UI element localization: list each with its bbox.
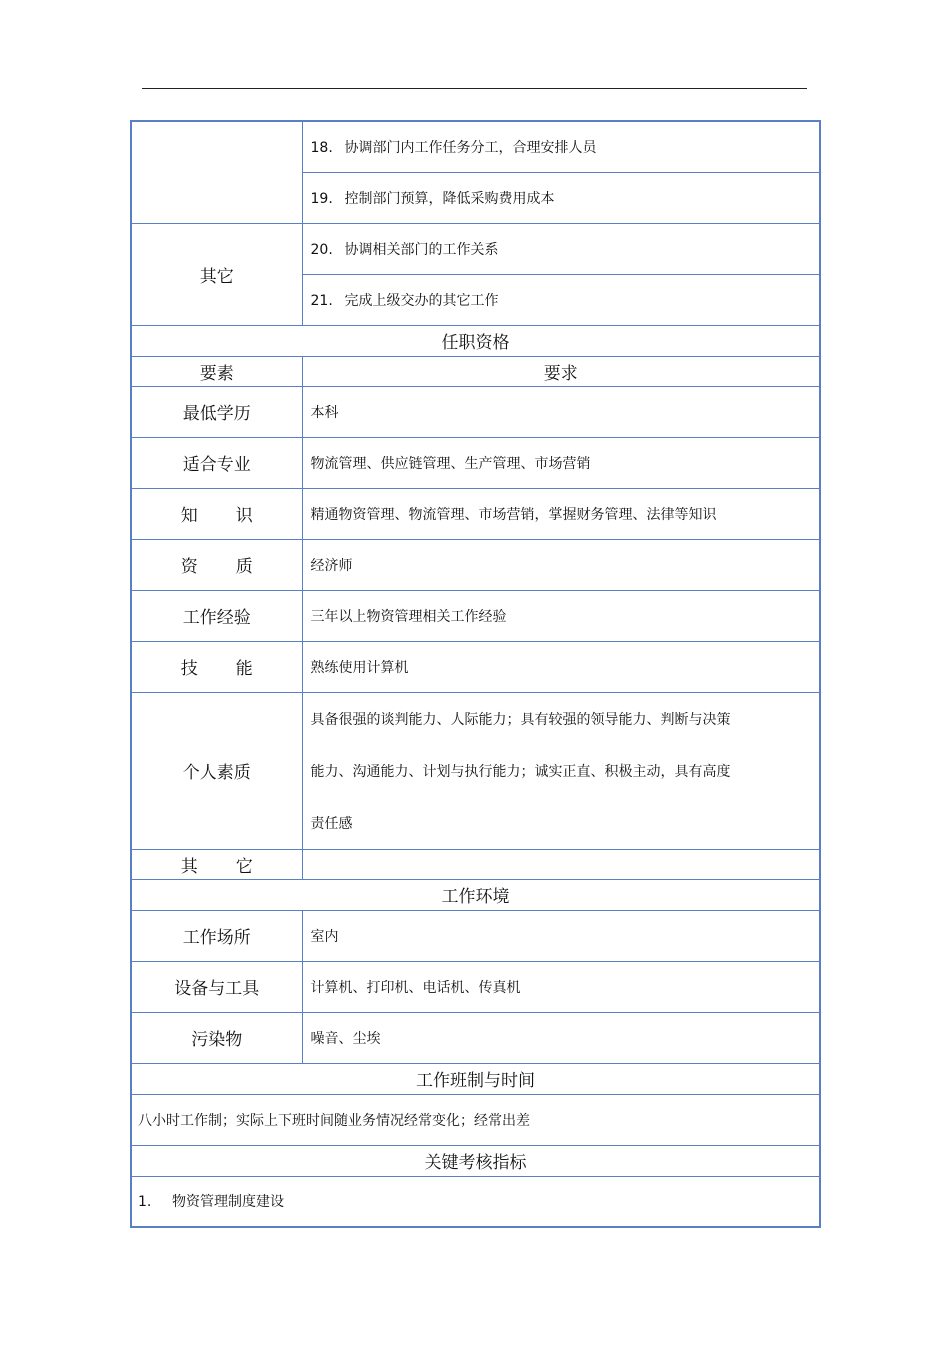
section-title-environment: 工作环境 <box>131 879 820 910</box>
row-certificate <box>131 539 820 590</box>
row-equipment <box>131 961 820 1012</box>
row-work-place <box>131 910 820 961</box>
value-personal-qualities <box>302 692 820 849</box>
label-skills: 技 能 <box>131 641 302 692</box>
value-major: 物流管理、供应链管理、生产管理、市场营销 <box>302 437 820 488</box>
value-work-place: 室内 <box>302 910 820 961</box>
label-min-education: 最低学历 <box>131 386 302 437</box>
row-skills <box>131 641 820 692</box>
personal-line-1: 具备很强的谈判能力、人际能力；具有较强的领导能力、判断与决策 <box>310 711 731 728</box>
duty-text: 完成上级交办的其它工作 <box>344 292 499 309</box>
label-equipment: 设备与工具 <box>131 961 302 1012</box>
value-certificate: 经济师 <box>302 539 820 590</box>
personal-line-3: 责任感 <box>310 815 353 832</box>
row-pollutants <box>131 1012 820 1063</box>
duty-text: 协调部门内工作任务分工，合理安排人员 <box>344 139 597 156</box>
duty-label-empty <box>131 121 302 223</box>
section-title-kpi: 关键考核指标 <box>131 1145 820 1176</box>
duty-text: 控制部门预算，降低采购费用成本 <box>344 190 555 207</box>
duty-number: 21. <box>310 292 333 309</box>
header-rule <box>142 88 807 89</box>
column-header-requirement: 要求 <box>302 356 820 386</box>
label-work-place: 工作场所 <box>131 910 302 961</box>
kpi-text: 物资管理制度建设 <box>172 1194 284 1211</box>
value-skills: 熟练使用计算机 <box>302 641 820 692</box>
schedule-text: 八小时工作制；实际上下班时间随业务情况经常变化；经常出差 <box>131 1094 820 1145</box>
column-header-element: 要素 <box>131 356 302 386</box>
kpi-number: 1. <box>138 1194 152 1211</box>
row-knowledge <box>131 488 820 539</box>
label-pollutants: 污染物 <box>131 1012 302 1063</box>
section-title-schedule: 工作班制与时间 <box>131 1063 820 1094</box>
value-equipment: 计算机、打印机、电话机、传真机 <box>302 961 820 1012</box>
value-pollutants: 噪音、尘埃 <box>302 1012 820 1063</box>
section-title-qualifications: 任职资格 <box>131 325 820 356</box>
duty-number: 19. <box>310 190 333 207</box>
label-other: 其 它 <box>131 849 302 879</box>
kpi-item <box>131 1176 820 1227</box>
value-min-education: 本科 <box>302 386 820 437</box>
label-knowledge: 知 识 <box>131 488 302 539</box>
value-experience: 三年以上物资管理相关工作经验 <box>302 590 820 641</box>
row-min-education <box>131 386 820 437</box>
job-description-table <box>130 120 821 1228</box>
duty-row-20 <box>131 223 820 274</box>
row-experience <box>131 590 820 641</box>
value-knowledge: 精通物资管理、物流管理、市场营销，掌握财务管理、法律等知识 <box>302 488 820 539</box>
duty-text: 协调相关部门的工作关系 <box>344 241 499 258</box>
row-other <box>131 849 820 879</box>
value-other <box>302 849 820 879</box>
label-major: 适合专业 <box>131 437 302 488</box>
row-major <box>131 437 820 488</box>
duty-number: 20. <box>310 241 333 258</box>
label-personal-qualities: 个人素质 <box>131 692 302 849</box>
personal-line-2: 能力、沟通能力、计划与执行能力；诚实正直、积极主动，具有高度 <box>310 763 731 780</box>
label-certificate: 资 质 <box>131 539 302 590</box>
duty-label-other: 其它 <box>131 223 302 325</box>
duty-number: 18. <box>310 139 333 156</box>
duty-row-18 <box>131 121 820 172</box>
row-personal-qualities <box>131 692 820 849</box>
label-experience: 工作经验 <box>131 590 302 641</box>
